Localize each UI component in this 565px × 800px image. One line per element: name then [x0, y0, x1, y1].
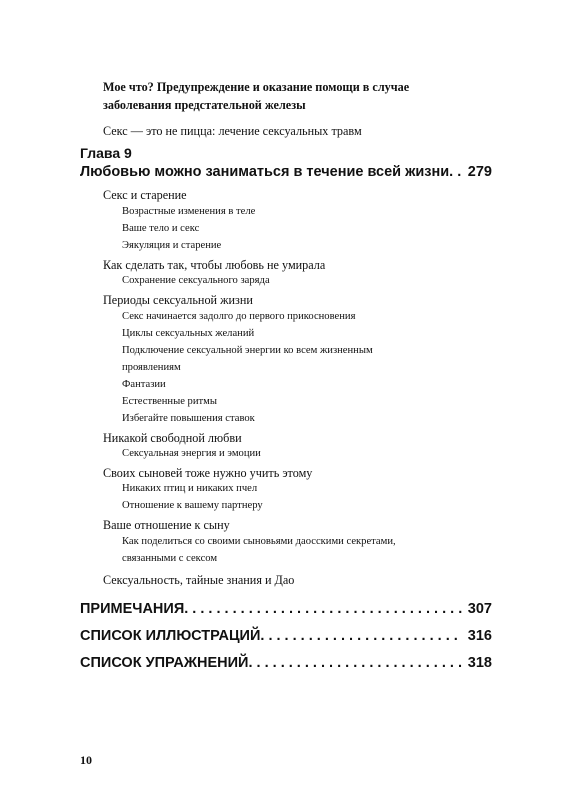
toc-subsection: Никаких птиц и никаких пчел — [122, 483, 258, 494]
toc-subsection: Ваше тело и секс — [122, 223, 200, 234]
toc-section: Ваше отношение к сыну — [103, 518, 230, 532]
toc-subsection: Циклы сексуальных желаний — [122, 328, 255, 339]
toc-subsection: Избегайте повышения ставок — [122, 413, 255, 424]
toc-subsection: Сексуальная энергия и эмоции — [122, 448, 261, 459]
toc-entry: Секс — это не пицца: лечение сексуальных травм — [103, 124, 362, 138]
back-matter-title: СПИСОК УПРАЖНЕНИЙ — [80, 655, 249, 671]
dot-leader — [248, 655, 461, 671]
toc-subsection: Естественные ритмы — [122, 396, 217, 407]
toc-subsection: Возрастные изменения в теле — [122, 206, 256, 217]
back-matter-title: ПРИМЕЧАНИЯ — [80, 601, 185, 617]
toc-subsection: связанными с сексом — [122, 553, 218, 564]
page-number: 10 — [80, 753, 92, 767]
back-matter-title: СПИСОК ИЛЛЮСТРАЦИЙ — [80, 628, 261, 644]
toc-section: Сексуальность, тайные знания и Дао — [103, 573, 295, 587]
toc-entry: заболевания предстательной железы — [103, 98, 306, 112]
toc-subsection: Сохранение сексуального заряда — [122, 275, 270, 286]
toc-notes-entry — [80, 601, 492, 617]
toc-section: Секс и старение — [103, 188, 187, 202]
toc-entry: Мое что? Предупреждение и оказание помощи в случае — [103, 80, 410, 94]
dot-leader — [260, 628, 461, 644]
toc-section: Периоды сексуальной жизни — [103, 293, 253, 307]
dot-leader — [184, 601, 462, 617]
page-ref: 318 — [467, 655, 492, 671]
page-ref: 307 — [467, 601, 492, 617]
toc-subsection: проявлениям — [122, 362, 181, 373]
toc-subsection: Секс начинается задолго до первого прикосновения — [122, 311, 356, 322]
dot-leader — [449, 164, 462, 180]
toc-subsection: Как поделиться со своими сыновьями даосскими секретами, — [122, 536, 396, 547]
chapter-title: Любовью можно заниматься в течение всей жизни — [80, 164, 450, 180]
page-ref: 316 — [467, 628, 492, 644]
chapter-label: Глава 9 — [80, 145, 132, 161]
toc-section: Как сделать так, чтобы любовь не умирала — [103, 258, 326, 272]
toc-subsection: Фантазии — [122, 379, 166, 390]
toc-subsection: Эякуляция и старение — [122, 240, 222, 251]
toc-section: Своих сыновей тоже нужно учить этому — [103, 466, 313, 480]
toc-section: Никакой свободной любви — [103, 431, 242, 445]
page-ref: 279 — [467, 164, 492, 180]
toc-subsection: Подключение сексуальной энергии ко всем жизненным — [122, 345, 373, 356]
toc-subsection: Отношение к вашему партнеру — [122, 500, 263, 511]
toc-exercises-entry — [80, 655, 492, 671]
toc-illustrations-entry — [80, 628, 492, 644]
chapter-title-entry — [80, 164, 492, 180]
